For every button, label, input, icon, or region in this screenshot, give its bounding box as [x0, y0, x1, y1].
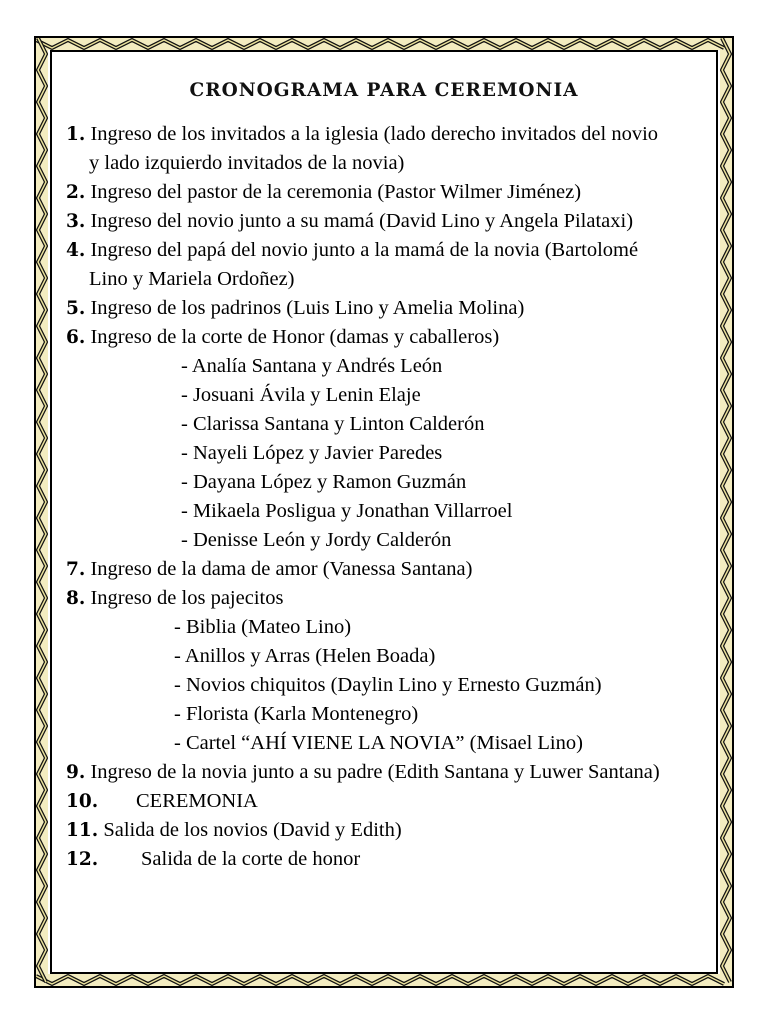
- item-number: 7.: [66, 559, 86, 580]
- list-item-4: [66, 238, 638, 263]
- sub-item: - Mikaela Posligua y Jonathan Villarroel: [181, 500, 513, 522]
- page-title: CRONOGRAMA PARA CEREMONIA: [189, 80, 579, 101]
- item-number: 2.: [66, 182, 86, 203]
- item-text: Salida de los novios (David y Edith): [103, 819, 402, 841]
- item-number: 8.: [66, 588, 86, 609]
- list-item-3: [66, 209, 633, 234]
- item-text: Ingreso de los invitados a la iglesia (lado derecho invitados del novio: [90, 123, 659, 145]
- item-number: 5.: [66, 298, 86, 319]
- item-text: CEREMONIA: [136, 790, 258, 812]
- document-body: [52, 52, 716, 972]
- list-item-11: [66, 818, 402, 843]
- item-text: Ingreso de los pajecitos: [90, 587, 284, 609]
- item-text: Salida de la corte de honor: [141, 848, 361, 870]
- sub-item: - Clarissa Santana y Linton Calderón: [181, 413, 485, 435]
- item-text: Ingreso del pastor de la ceremonia (Pastor Wilmer Jiménez): [90, 181, 582, 203]
- list-item-8: [66, 586, 283, 611]
- sub-item: - Denisse León y Jordy Calderón: [181, 529, 452, 551]
- list-item-10: [66, 789, 258, 814]
- item-number: 11.: [66, 820, 99, 841]
- item-text: Ingreso de la dama de amor (Vanessa Santana): [90, 558, 473, 580]
- sub-item: - Josuani Ávila y Lenin Elaje: [181, 384, 421, 406]
- item-text: Ingreso del novio junto a su mamá (David Lino y Angela Pilataxi): [90, 210, 634, 232]
- sub-item: - Dayana López y Ramon Guzmán: [181, 471, 467, 493]
- list-item-continuation: Lino y Mariela Ordoñez): [89, 268, 295, 290]
- list-item-6: [66, 325, 499, 350]
- list-item-2: [66, 180, 581, 205]
- sub-item: - Anillos y Arras (Helen Boada): [174, 645, 436, 667]
- list-item-1: [66, 122, 658, 147]
- item-number: 6.: [66, 327, 86, 348]
- sub-item: - Cartel “AHÍ VIENE LA NOVIA” (Misael Lino): [174, 732, 583, 754]
- sub-item: - Novios chiquitos (Daylin Lino y Ernesto Guzmán): [174, 674, 602, 696]
- item-number: 3.: [66, 211, 86, 232]
- list-item-9: [66, 760, 660, 785]
- item-text: Ingreso de la novia junto a su padre (Edith Santana y Luwer Santana): [90, 761, 660, 783]
- item-text: Ingreso de los padrinos (Luis Lino y Amelia Molina): [90, 297, 525, 319]
- item-number: 10.: [66, 791, 99, 812]
- item-text: Ingreso de la corte de Honor (damas y caballeros): [90, 326, 500, 348]
- sub-item: - Biblia (Mateo Lino): [174, 616, 352, 638]
- item-number: 4.: [66, 240, 86, 261]
- sub-item: - Florista (Karla Montenegro): [174, 703, 419, 725]
- sub-item: - Analía Santana y Andrés León: [181, 355, 443, 377]
- item-number: 1.: [66, 124, 86, 145]
- item-number: 12.: [66, 849, 99, 870]
- item-text: Ingreso del papá del novio junto a la mamá de la novia (Bartolomé: [90, 239, 639, 261]
- item-number: 9.: [66, 762, 86, 783]
- list-item-continuation: y lado izquierdo invitados de la novia): [89, 152, 405, 174]
- list-item-12: [66, 847, 360, 872]
- list-item-5: [66, 296, 524, 321]
- sub-item: - Nayeli López y Javier Paredes: [181, 442, 443, 464]
- list-item-7: [66, 557, 472, 582]
